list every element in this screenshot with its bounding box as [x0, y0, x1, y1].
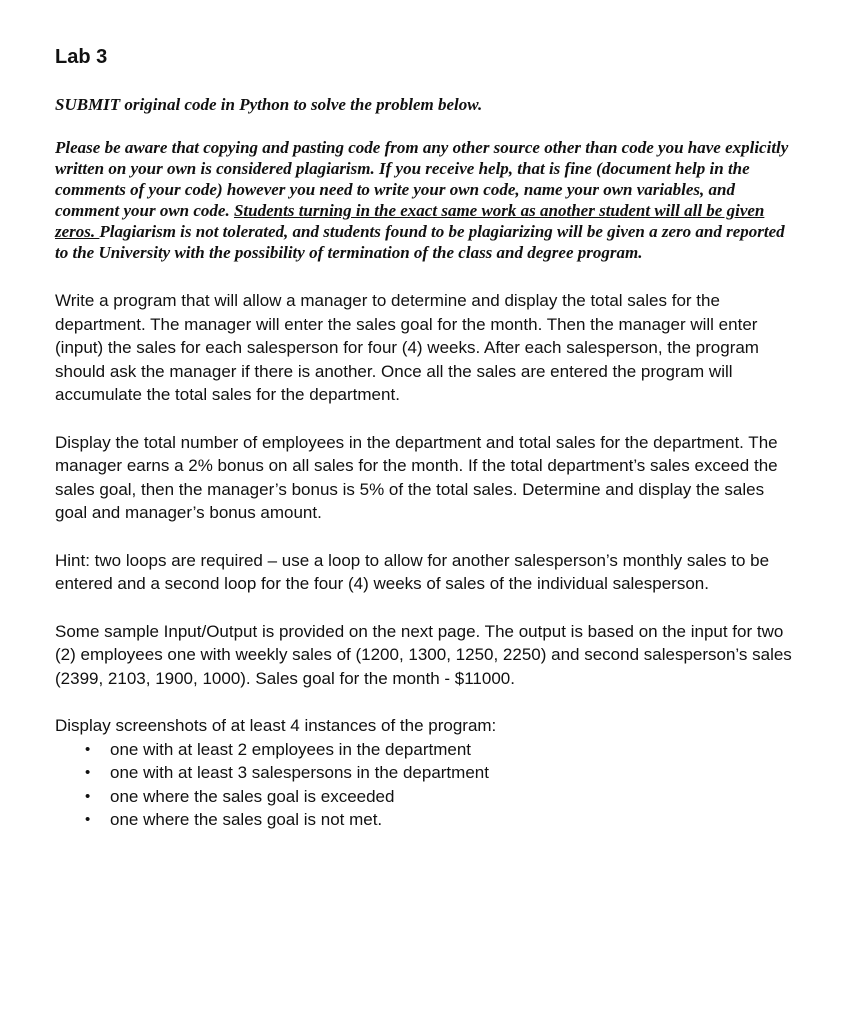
list-item-text: one where the sales goal is exceeded: [110, 786, 395, 806]
hint-paragraph: Hint: two loops are required – use a loop to allow for another salesperson’s monthly sales to be entered and a second loop for the four (4) weeks of sales of the individual salesperson.: [55, 550, 770, 593]
screenshots-intro: Display screenshots of at least 4 instances of the program:: [55, 716, 497, 735]
plagiarism-warning: [55, 137, 793, 263]
submit-instruction: SUBMIT original code in Python to solve the problem below.: [55, 95, 483, 114]
list-item: [55, 785, 795, 809]
list-item-text: one where the sales goal is not met.: [110, 810, 383, 829]
bullet-icon: •: [85, 811, 91, 828]
list-item-text: one with at least 3 salespersons in the department: [110, 763, 489, 782]
bullet-icon: •: [85, 740, 91, 758]
list-item: [55, 738, 795, 762]
screenshot-requirements-list: [55, 738, 795, 832]
program-description: Write a program that will allow a manager to determine and display the total sales for the department. The manager will enter the sales goal for the month. Then the manager will enter (input) the sales for each salesperson for four (4) weeks. After each salesperson, the program should ask the manager if there is another. Once all the sales are entered the program will accumulate the total sales for the department.: [55, 291, 759, 404]
page-title: Lab 3: [55, 46, 108, 68]
list-item: [55, 761, 795, 785]
list-item: [55, 808, 795, 832]
warning-text-part2: Plagiarism is not tolerated, and students found to be plagiarizing will be given a zero and reported to the University with the possibility of termination of the class and degree program.: [55, 222, 785, 262]
bullet-icon: •: [85, 787, 91, 805]
sample-io-paragraph: Some sample Input/Output is provided on the next page. The output is based on the input for two (2) employees one with weekly sales of (1200, 1300, 1250, 2250) and second salesperson’s sales (2399, 2103, 1900, 1000). Sales goal for the month - $11000.: [55, 621, 792, 688]
warning-underlined-text: Students turning in the exact same work as another student will all be given zeros.: [55, 201, 765, 241]
display-requirements: Display the total number of employees in the department and total sales for the department. The manager earns a 2% bonus on all sales for the month. If the total department’s sales exceed the sales goal, then the manager’s bonus is 5% of the total sales. Determine and display the sales goal and manager’s bonus amount.: [55, 432, 778, 522]
bullet-icon: •: [85, 764, 91, 781]
list-item-text: one with at least 2 employees in the department: [110, 739, 471, 759]
warning-text-part1: Please be aware that copying and pasting code from any other source other than code you have explicitly written on your own is considered plagiarism. If you receive help, that is fine (document help in the comments of your code) however you need to write your own code, name your own variables, and comment your own code.: [55, 138, 789, 220]
document-page: [55, 44, 795, 832]
